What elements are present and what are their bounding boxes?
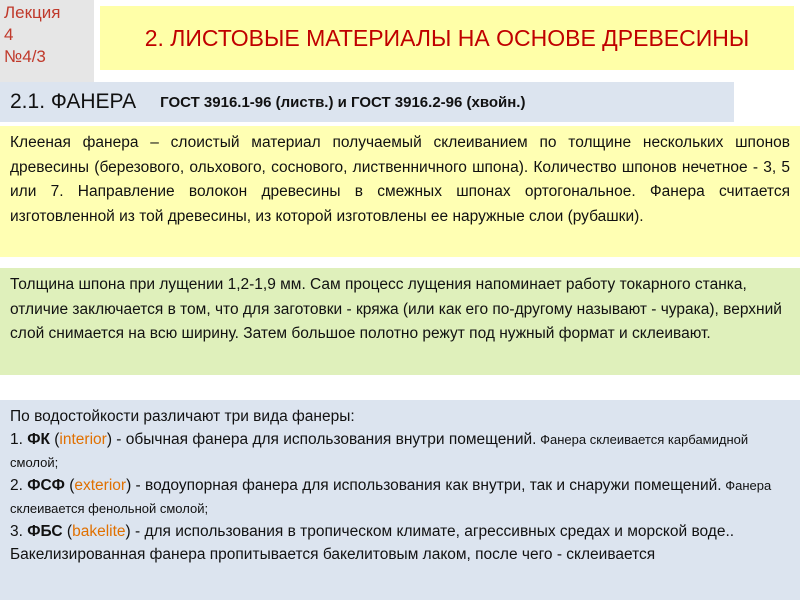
item-english: exterior: [74, 477, 127, 494]
item-code: ФСФ: [27, 477, 65, 494]
peeling-text: Толщина шпона при лущении 1,2-1,9 мм. Сам процесс лущения напоминает работу токарного станка, отличие заключается в том, что для заготовки - кряжа (или как его по-другому называют - чурака), верхний слой снимается на всю ширину. Затем большое полотно режут под нужный формат и склеивают.: [10, 276, 782, 342]
lecture-code: №4/3: [4, 47, 46, 66]
item-note: Фанера склеивается фенольной смолой;: [10, 478, 772, 516]
slide-title: [100, 6, 794, 70]
section-header: [0, 82, 734, 122]
item-code: ФБС: [27, 523, 63, 540]
item-number: 3.: [10, 523, 23, 540]
item-note: Фанера склеивается карбамидной смолой;: [10, 432, 749, 470]
list-item: 1. ФК (interior) - обычная фанера для использования внутри помещений. Фанера склеивается карбамидной смолой;: [10, 431, 749, 470]
definition-text: Клееная фанера – слоистый материал получаемый склеиванием по толщине нескольких шпонов древесины (березового, ольхового, соснового, лиственничного шпона). Количество шпонов нечетное - 3, 5 или 7. Направление волокон древесины в смежных шпонах ортогональное. Фанера считается изготовленной из той древесины, из которой изготовлены ее наружные слои (рубашки).: [10, 134, 790, 225]
item-english: bakelite: [72, 523, 126, 540]
water-resistance-intro: По водостойкости различают три вида фанеры:: [10, 408, 355, 425]
lecture-label: [0, 0, 94, 86]
definition-paragraph: [0, 126, 800, 257]
lecture-number: 4: [4, 25, 14, 44]
list-item: 2. ФСФ (exterior) - водоупорная фанера для использования как внутри, так и снаружи помещений. Фанера склеивается фенольной смолой;: [10, 477, 772, 516]
item-number: 1.: [10, 431, 23, 448]
item-desc: - для использования в тропическом климате, агрессивных средах и морской воде.. Бакелизированная фанера пропитывается бакелитовым лаком, после чего - склеивается: [10, 523, 735, 563]
lecture-word: Лекция: [4, 3, 61, 22]
peeling-paragraph: [0, 268, 800, 375]
section-heading: 2.1. ФАНЕРА: [10, 90, 137, 113]
item-english: interior: [59, 431, 107, 448]
slide-title-text: 2. ЛИСТОВЫЕ МАТЕРИАЛЫ НА ОСНОВЕ ДРЕВЕСИНЫ: [144, 25, 750, 51]
item-desc: - водоупорная фанера для использования как внутри, так и снаружи помещений.: [131, 477, 722, 494]
item-desc: - обычная фанера для использования внутри помещений.: [111, 431, 537, 448]
item-code: ФК: [27, 431, 50, 448]
water-resistance-section: [0, 400, 800, 600]
item-number: 2.: [10, 477, 23, 494]
list-item: 3. ФБС (bakelite) - для использования в тропическом климате, агрессивных средах и морской воде.. Бакелизированная фанера пропитывается бакелитовым лаком, после чего - склеивается: [10, 523, 735, 563]
gost-reference: ГОСТ 3916.1-96 (листв.) и ГОСТ 3916.2-96 (хвойн.): [160, 93, 526, 111]
